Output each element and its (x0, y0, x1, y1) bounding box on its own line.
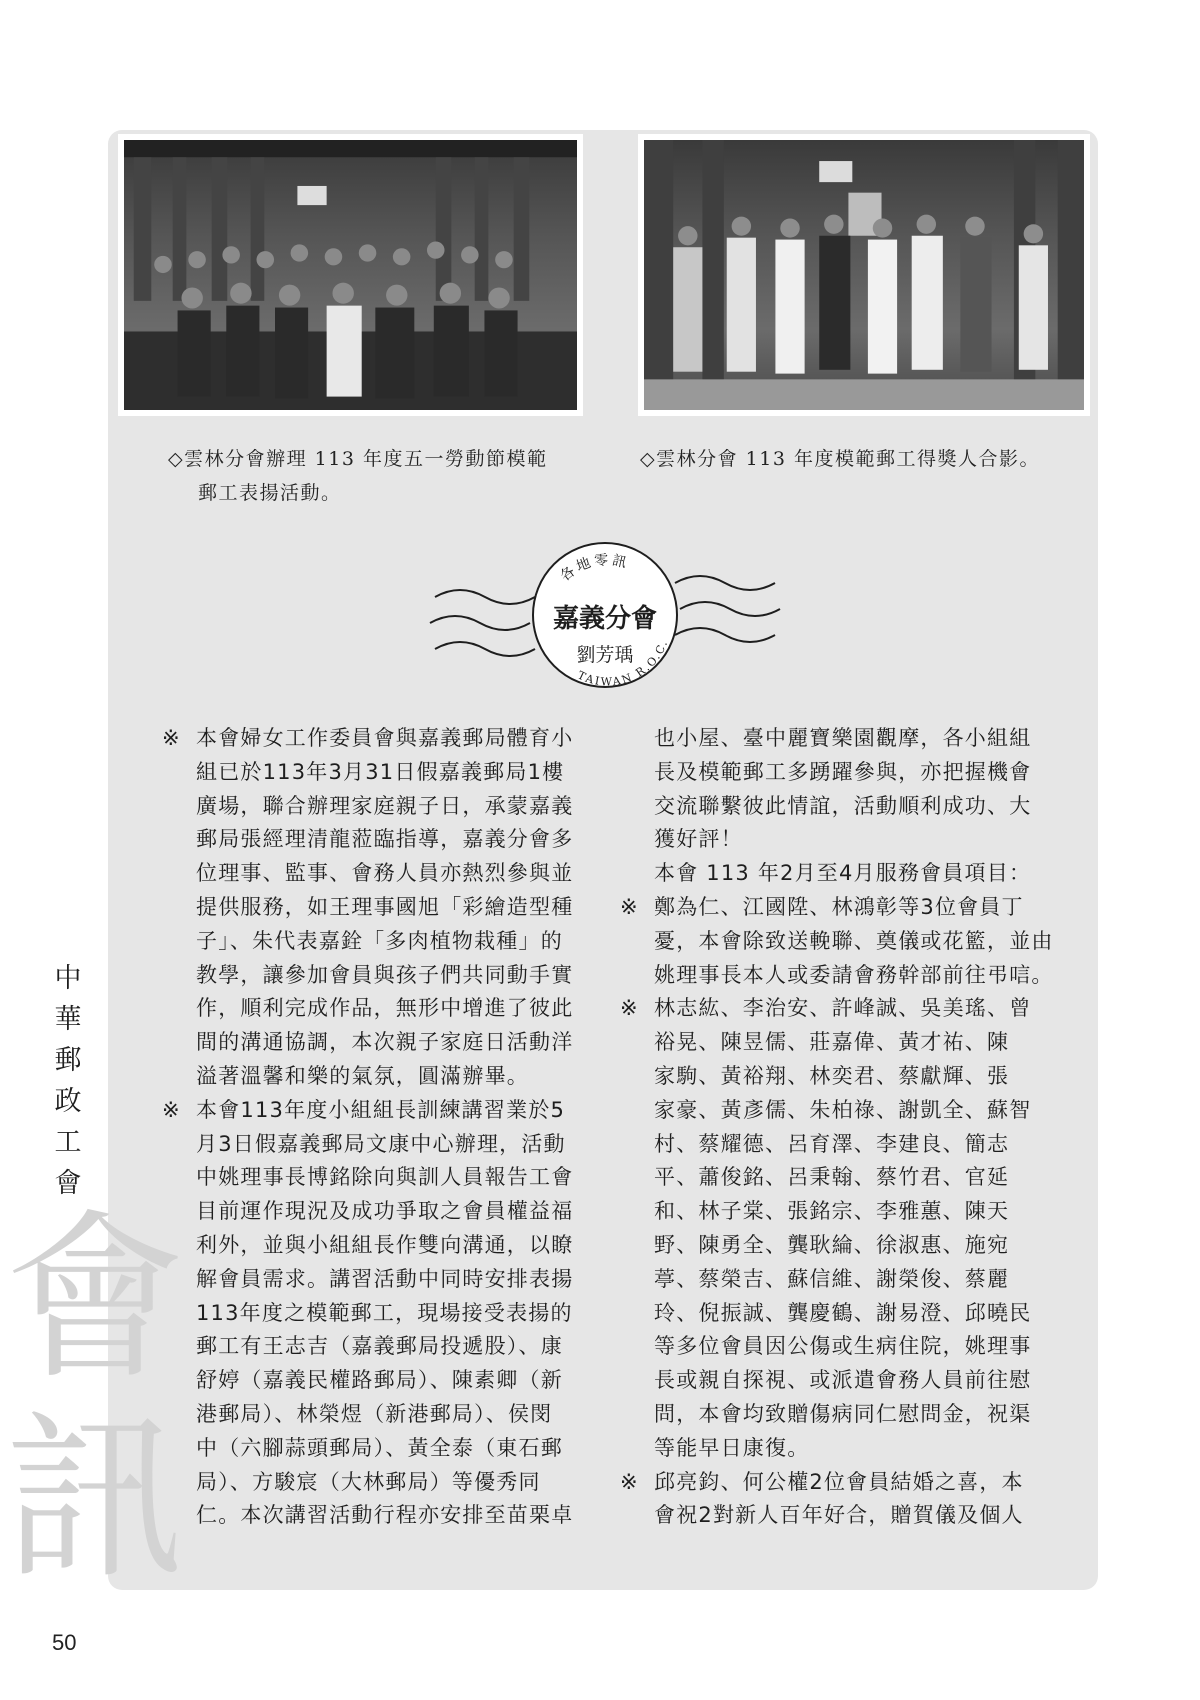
article-text: 憂，本會除致送輓聯、奠儀或花籃，並由 (654, 928, 1054, 953)
article-text-line (162, 1432, 582, 1466)
article-text-line (620, 857, 1050, 891)
article-column-left (162, 722, 582, 1533)
photo-yunlin-labor-day-event (118, 134, 583, 416)
title-char: 會 (54, 1168, 82, 1199)
article-text: 長及模範郵工多踴躍參與，亦把握機會 (654, 759, 1032, 784)
article-text: 會祝2對新人百年好合，贈賀儀及個人 (654, 1503, 1024, 1528)
article-text-line (620, 1466, 1050, 1500)
article-text-line (162, 1364, 582, 1398)
article-text: 葶、蔡榮吉、蘇信維、謝榮俊、蔡麗 (654, 1266, 1010, 1291)
watermark-char: 訊 (4, 1395, 185, 1604)
article-text-line (162, 722, 582, 756)
article-text: 邱亮鈞、何公權2位會員結婚之喜，本 (654, 1469, 1024, 1494)
stamp-country-text: TAIWAN R.O.C. (575, 637, 671, 689)
article-text: 利外，並與小組組長作雙向溝通，以瞭 (196, 1232, 574, 1257)
union-vertical-title (48, 958, 88, 1204)
article-text: 也小屋、臺中麗寶樂園觀摩，各小組組 (654, 726, 1032, 750)
page-number: 50 (52, 1630, 77, 1655)
article-text-line (162, 1330, 582, 1364)
article-text-line (620, 1432, 1050, 1466)
article-text-line (620, 1026, 1050, 1060)
article-text: 113年度之模範郵工，現場接受表揚的 (196, 1300, 573, 1325)
article-text: 間的溝通協調，本次親子家庭日活動洋 (196, 1030, 574, 1055)
article-text-line (162, 959, 582, 993)
bullet-mark: ※ (162, 726, 181, 750)
calligraphy-watermark (0, 1195, 200, 1604)
article-column-right (620, 722, 1054, 1533)
article-text: 組已於113年3月31日假嘉義郵局1樓 (196, 759, 565, 784)
article-text: 裕晃、陳昱儒、莊嘉偉、黃才祐、陳 (654, 1030, 1010, 1055)
article-text: 溢著溫馨和樂的氣氛，圓滿辦畢。 (196, 1063, 529, 1088)
article-text-line (620, 823, 1050, 857)
article-text-line (620, 1364, 1050, 1398)
article-text: 長或親自探視、或派遣會務人員前往慰 (654, 1368, 1032, 1393)
bullet-mark: ※ (620, 894, 639, 919)
article-text-line (620, 722, 1050, 756)
article-text-line (162, 925, 582, 959)
article-text-line (162, 1229, 582, 1263)
article-text-line (620, 891, 1050, 925)
article-text-line (162, 1398, 582, 1432)
article-text: 本會 113 年2月至4月服務會員項目： (654, 861, 1032, 886)
caption-right: ◇雲林分會 113 年度模範郵工得獎人合影。 (640, 448, 1040, 470)
article-text-line (162, 790, 582, 824)
stamp-branch-name: 嘉義分會 (552, 604, 658, 634)
article-text-line (620, 790, 1050, 824)
article-text: 林志紘、李治安、許峰誠、吳美瑤、曾 (654, 996, 1032, 1021)
article-text-line (162, 1094, 582, 1128)
article-text: 家駒、黃裕翔、林奕君、蔡獻輝、張 (654, 1063, 1010, 1088)
title-char: 郵 (54, 1045, 82, 1076)
article-text-line (620, 1161, 1050, 1195)
article-text: 等能早日康復。 (654, 1435, 810, 1460)
article-text-line (620, 1060, 1050, 1094)
article-text: 本會婦女工作委員會與嘉義郵局體育小 (196, 726, 574, 750)
postmark-stamp-header (425, 535, 785, 690)
article-text-line (620, 925, 1054, 959)
article-text-line (620, 992, 1050, 1026)
article-text-line (162, 1263, 582, 1297)
article-text: 郵工有王志吉（嘉義郵局投遞股）、康 (196, 1334, 563, 1359)
article-text: 中姚理事長博銘除向與訓人員報告工會 (196, 1165, 574, 1190)
article-text-line (620, 1263, 1050, 1297)
article-text-line (162, 756, 582, 790)
bullet-mark: ※ (620, 1469, 639, 1494)
bullet-mark: ※ (620, 996, 639, 1021)
article-text-line (620, 1229, 1050, 1263)
award-photo-illustration (644, 140, 1084, 410)
article-text-line (620, 959, 1054, 993)
article-text-line (620, 1297, 1050, 1331)
stamp-top-text: 各地零訊 (557, 552, 631, 585)
article-text-line (162, 1026, 582, 1060)
article-text: 提供服務，如王理事國旭「彩繪造型種 (196, 894, 574, 919)
article-text-line (162, 1499, 582, 1533)
caption-left-line-2: 郵工表揚活動。 (198, 482, 342, 504)
stamp-author-name: 劉芳瑀 (576, 644, 634, 666)
article-text: 本會113年度小組組長訓練講習業於5 (196, 1097, 566, 1122)
title-char: 政 (54, 1086, 82, 1117)
article-text-line (620, 1195, 1050, 1229)
article-text-line (162, 1195, 582, 1229)
article-text: 港郵局）、林榮煜（新港郵局）、侯閔 (196, 1401, 553, 1426)
photo-yunlin-award-winners (638, 134, 1090, 416)
article-text: 等多位會員因公傷或生病住院，姚理事 (654, 1334, 1032, 1359)
article-text-line (620, 756, 1050, 790)
article-text: 家豪、黃彥儒、朱柏祿、謝凱全、蘇智 (654, 1097, 1032, 1122)
article-text: 姚理事長本人或委請會務幹部前往弔唁。 (654, 962, 1054, 987)
article-text: 局）、方駿宸（大林郵局）等優秀同 (196, 1469, 541, 1494)
article-text-line (162, 1161, 582, 1195)
article-text: 獲好評！ (654, 827, 743, 852)
article-text: 仁。本次講習活動行程亦安排至苗栗卓 (196, 1503, 574, 1528)
article-text-line (162, 891, 582, 925)
article-text: 位理事、監事、會務人員亦熱烈參與並 (196, 861, 574, 886)
article-text: 交流聯繫彼此情誼，活動順利成功、大 (654, 793, 1032, 818)
article-text-line (162, 823, 582, 857)
article-text: 中（六腳蒜頭郵局）、黃全泰（東石郵 (196, 1435, 563, 1460)
article-text-line (162, 1128, 582, 1162)
article-text: 作，順利完成作品，無形中增進了彼此 (196, 996, 574, 1021)
title-char: 華 (54, 1004, 82, 1035)
group-photo-illustration (124, 140, 577, 410)
watermark-char: 會 (4, 1195, 185, 1404)
article-text-line (620, 1499, 1050, 1533)
article-text: 問，本會均致贈傷病同仁慰問金，祝渠 (654, 1401, 1032, 1426)
caption-left (168, 442, 598, 510)
title-char: 工 (54, 1127, 82, 1158)
article-text: 月3日假嘉義郵局文康中心辦理，活動 (196, 1131, 566, 1156)
article-text: 野、陳勇全、龔耿綸、徐淑惠、施宛 (654, 1232, 1010, 1257)
article-text-line (162, 1060, 582, 1094)
article-text-line (162, 1297, 582, 1331)
article-text-line (620, 1128, 1050, 1162)
caption-left-line-1: ◇雲林分會辦理 113 年度五一勞動節模範 (168, 448, 548, 470)
article-text-line (620, 1330, 1050, 1364)
article-text-line (162, 992, 582, 1026)
article-text: 舒婷（嘉義民權路郵局）、陳素卿（新 (196, 1368, 563, 1393)
article-text-line (620, 1094, 1050, 1128)
article-text: 教學，讓參加會員與孩子們共同動手實 (196, 962, 574, 987)
bullet-mark: ※ (162, 1097, 181, 1122)
article-text: 解會員需求。講習活動中同時安排表揚 (196, 1266, 574, 1291)
article-text-line (162, 857, 582, 891)
article-text: 鄭為仁、江國陞、林鴻彰等3位會員丁 (654, 894, 1024, 919)
article-text: 廣場，聯合辦理家庭親子日，承蒙嘉義 (196, 793, 574, 818)
article-text: 平、蕭俊銘、呂秉翰、蔡竹君、官延 (654, 1165, 1010, 1190)
article-text: 玲、倪振誠、龔慶鶴、謝易澄、邱曉民 (654, 1300, 1032, 1325)
article-text: 和、林子棠、張銘宗、李雅蕙、陳天 (654, 1199, 1010, 1224)
article-text: 子」、朱代表嘉銓「多肉植物栽種」的 (196, 928, 563, 953)
article-text: 村、蔡耀德、呂育澤、李建良、簡志 (654, 1131, 1010, 1156)
title-char: 中 (54, 963, 82, 994)
article-text-line (620, 1398, 1050, 1432)
article-text: 郵局張經理清龍蒞臨指導，嘉義分會多 (196, 827, 574, 852)
article-text: 目前運作現況及成功爭取之會員權益福 (196, 1199, 574, 1224)
article-text-line (162, 1466, 582, 1500)
